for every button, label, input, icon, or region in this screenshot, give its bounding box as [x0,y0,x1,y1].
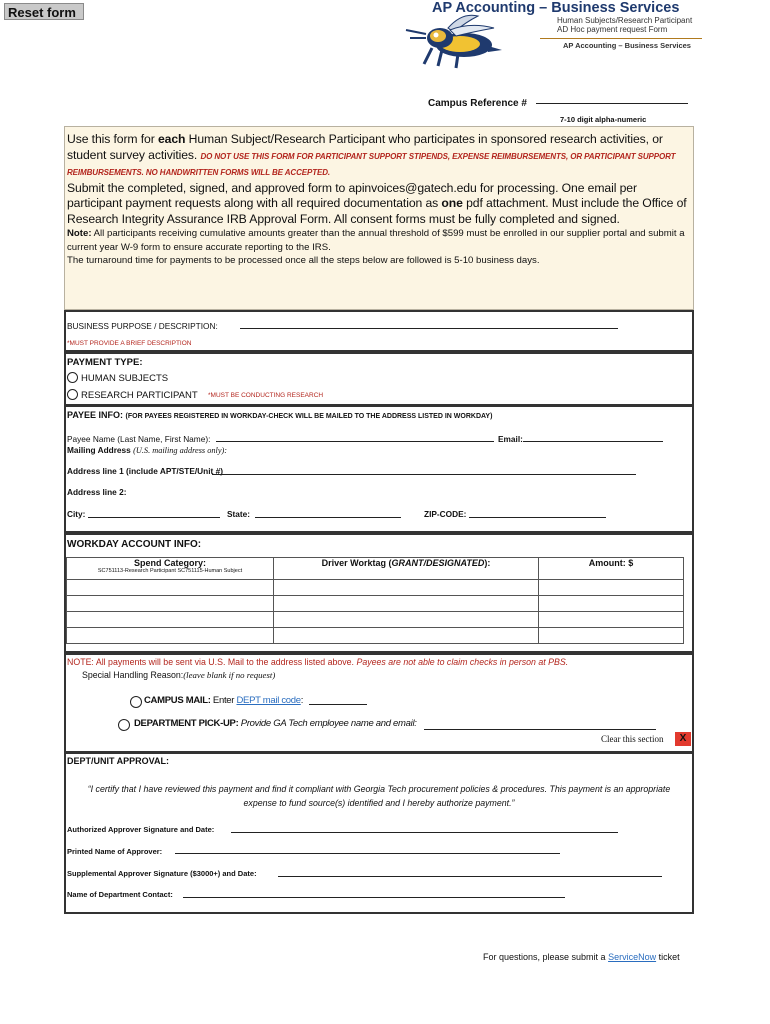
address-line-1-input[interactable] [212,474,636,475]
header-subtitle-1: Human Subjects/Research Participant [557,16,693,25]
department-pickup-radio[interactable] [118,719,130,731]
spend-category-header: Spend Category: SC751113-Research Participant SC751115-Human Subject [67,558,274,580]
amount-cell[interactable] [539,580,684,596]
table-header-row [67,558,684,580]
instructions-note: Note: All participants receiving cumulative amounts greater than the annual threshold of $599 must be enrolled in our supplier portal and submit a current year W-9 form to ensure accurate reporting to the IRS. [67,228,685,253]
instructions-warning: DO NOT USE THIS FORM FOR PARTICIPANT SUPPORT STIPENDS, EXPENSE REIMBURSEMENTS, OR PARTICIPANT SUPPORT REIMBURSEMENTS. NO HANDWRITTEN FORMS WILL BE ACCEPTED. [67,151,676,177]
city-input[interactable] [88,517,220,518]
table-row [67,580,684,596]
address-line-1-label: Address line 1 (include APT/STE/Unit #) [67,466,223,476]
state-label: State: [227,509,251,519]
reset-form-button[interactable]: Reset form [4,3,84,20]
spend-category-cell[interactable] [67,596,274,612]
campus-mail-radio[interactable] [130,696,142,708]
campus-mail-label: CAMPUS MAIL: Enter DEPT mail code: [144,695,304,706]
state-input[interactable] [255,517,401,518]
yellow-jacket-logo [402,8,506,70]
workday-account-title: WORKDAY ACCOUNT INFO: [67,539,202,550]
instructions-paragraph-1: Use this form for each Human Subject/Research Participant who participates in sponsored research activities, or student survey activities. DO NOT USE THIS FORM FOR PARTICIPANT SUPPORT STIPENDS, EXPENSE REIMBURSEMENTS, OR PARTICIPANT SUPPORT REIMBURSEMENTS. NO HANDWRITTEN FORMS WILL BE ACCEPTED. [67,132,676,177]
workday-account-table [66,557,684,644]
human-subjects-label: HUMAN SUBJECTS [81,373,169,384]
business-purpose-input[interactable] [240,328,618,329]
payee-email-label: Email: [498,434,523,444]
mail-note: NOTE: All payments will be sent via U.S. Mail to the address listed above. Payees are not able to claim checks in person at PBS. [67,657,569,667]
approver-signature-label: Authorized Approver Signature and Date: [67,825,215,834]
research-participant-radio[interactable] [67,389,78,400]
header-subtitle-2: AD Hoc payment request Form [557,25,668,34]
spend-category-cell[interactable] [67,580,274,596]
department-contact-input[interactable] [183,897,565,898]
amount-cell[interactable] [539,628,684,644]
servicenow-link[interactable]: ServiceNow [608,952,657,962]
department-pickup-label: DEPARTMENT PICK-UP: Provide GA Tech employee name and email: [134,718,417,729]
approval-certification: “I certify that I have reviewed this payment and find it compliant with Georgia Tech procurement policies & procedures. This payment is an appropriate expense to fund source(s) identified and I hereby authorize payment.” [87,784,671,808]
driver-worktag-cell[interactable] [274,580,539,596]
clear-section-label: Clear this section [601,734,664,744]
instructions-paragraph-2: Submit the completed, signed, and approved form to apinvoices@gatech.edu for processing. One email per participant payment requests along with all required documentation as one pdf attachment. Must include the Office of Research Integrity Assurance IRB Approval Form. All consent forms must be fully completed and signed. [67,180,687,226]
campus-reference-input[interactable] [536,103,688,104]
zip-code-input[interactable] [469,517,606,518]
dept-mail-code-link[interactable]: DEPT mail code [236,695,301,706]
payee-info-title: PAYEE INFO: (FOR PAYEES REGISTERED IN WORKDAY-CHECK WILL BE MAILED TO THE ADDRESS LISTED IN WORKDAY) [67,410,493,420]
amount-cell[interactable] [539,596,684,612]
printed-name-input[interactable] [175,853,560,854]
amount-header: Amount: $ [539,558,684,580]
supplemental-signature-input[interactable] [278,876,662,877]
human-subjects-radio[interactable] [67,372,78,383]
department-pickup-input[interactable] [424,729,656,730]
special-handling-label: Special Handling Reason:(leave blank if no request) [82,670,276,680]
header-divider [540,38,702,39]
amount-cell[interactable] [539,612,684,628]
business-purpose-label: BUSINESS PURPOSE / DESCRIPTION: [67,321,218,331]
header-department: AP Accounting – Business Services [563,41,691,50]
business-purpose-note: *MUST PROVIDE A BRIEF DESCRIPTION [67,340,192,347]
printed-name-label: Printed Name of Approver: [67,847,163,856]
table-row [67,612,684,628]
city-label: City: [67,509,86,519]
spend-category-codes: SC751113-Research Participant SC751115-Human Subject [97,568,243,574]
driver-worktag-cell[interactable] [274,596,539,612]
clear-section-button[interactable]: X [675,732,691,746]
supplemental-signature-label: Supplemental Approver Signature ($3000+) and Date: [67,869,257,878]
driver-worktag-cell[interactable] [274,628,539,644]
footer-help: For questions, please submit a ServiceNow ticket [483,952,680,962]
instructions-turnaround: The turnaround time for payments to be processed once all the steps below are followed is 5-10 business days. [67,255,540,266]
campus-reference-label: Campus Reference # [428,98,527,109]
research-participant-note: *MUST BE CONDUCTING RESEARCH [208,392,324,399]
dept-mail-code-input[interactable] [309,704,367,705]
mailing-address-label: Mailing Address (U.S. mailing address only): [67,445,228,455]
approval-title: DEPT/UNIT APPROVAL: [67,756,170,766]
department-contact-label: Name of Department Contact: [67,890,173,899]
payee-email-input[interactable] [523,441,663,442]
research-participant-label: RESEARCH PARTICIPANT [81,390,198,401]
payment-type-title: PAYMENT TYPE: [67,357,143,368]
payee-name-label: Payee Name (Last Name, First Name): [67,434,211,444]
spend-category-cell[interactable] [67,612,274,628]
campus-reference-hint: 7-10 digit alpha-numeric [560,115,647,124]
header-title: AP Accounting – Business Services [432,0,680,16]
table-row [67,628,684,644]
zip-code-label: ZIP-CODE: [424,509,467,519]
table-row [67,596,684,612]
payee-name-input[interactable] [216,441,494,442]
approver-signature-input[interactable] [231,832,618,833]
spend-category-cell[interactable] [67,628,274,644]
driver-worktag-header: Driver Worktag (GRANT/DESIGNATED): [274,558,539,580]
address-line-2-label: Address line 2: [67,487,127,497]
driver-worktag-cell[interactable] [274,612,539,628]
instructions-box [64,126,694,310]
